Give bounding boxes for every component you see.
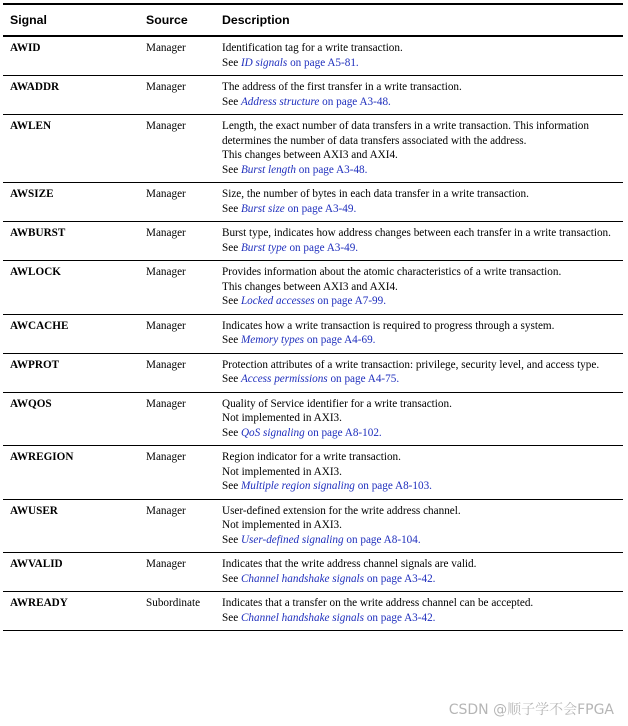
header-signal: Signal xyxy=(3,4,139,36)
reference-page[interactable]: on page A4-69. xyxy=(304,334,376,346)
see-reference xyxy=(222,333,617,348)
reference-link[interactable]: Channel handshake signals xyxy=(240,572,365,585)
signal-table xyxy=(3,3,623,631)
description-line: Not implemented in AXI3. xyxy=(222,412,342,424)
description-line: Quality of Service identifier for a write transaction. xyxy=(222,397,452,410)
signal-name: AWCACHE xyxy=(3,314,139,353)
signal-source: Subordinate xyxy=(139,592,215,631)
reference-page[interactable]: on page A5-81. xyxy=(287,56,359,69)
table-row xyxy=(3,76,623,115)
reference-link[interactable]: Locked accesses xyxy=(240,295,315,307)
table-header-row xyxy=(3,4,623,36)
table-row xyxy=(3,115,623,183)
reference-page[interactable]: on page A7-99. xyxy=(314,295,387,307)
reference-link[interactable]: Address structure xyxy=(240,95,320,108)
reference-link[interactable]: Access permissions xyxy=(240,373,328,385)
reference-link[interactable]: Burst length xyxy=(240,163,296,176)
signal-description xyxy=(215,353,623,392)
signal-source: Manager xyxy=(139,392,215,446)
reference-page[interactable]: on page A8-103. xyxy=(354,480,432,492)
signal-name: AWVALID xyxy=(3,553,139,592)
see-prefix: See xyxy=(222,611,241,624)
reference-link[interactable]: QoS signaling xyxy=(240,426,305,439)
table-row xyxy=(3,553,623,592)
signal-description xyxy=(215,553,623,592)
description-line: This changes between AXI3 and AXI4. xyxy=(222,149,398,161)
signal-description xyxy=(215,115,623,183)
reference-page[interactable]: on page A3-49. xyxy=(286,241,359,254)
signal-source: Manager xyxy=(139,499,215,553)
see-prefix: See xyxy=(222,373,241,385)
see-prefix: See xyxy=(222,334,241,346)
see-reference xyxy=(222,294,617,309)
signal-description xyxy=(215,592,623,631)
signal-description xyxy=(215,446,623,500)
signal-name: AWLEN xyxy=(3,115,139,183)
see-prefix: See xyxy=(222,202,241,215)
reference-link[interactable]: Channel handshake signals xyxy=(240,611,365,624)
see-reference xyxy=(222,163,617,178)
signal-description xyxy=(215,499,623,553)
reference-link[interactable]: Burst type xyxy=(240,241,287,254)
signal-source: Manager xyxy=(139,314,215,353)
table-row xyxy=(3,314,623,353)
see-reference xyxy=(222,202,617,217)
see-reference xyxy=(222,372,617,387)
signal-name: AWREADY xyxy=(3,592,139,631)
see-prefix: See xyxy=(222,426,241,439)
description-line: Identification tag for a write transaction. xyxy=(222,42,403,54)
description-line: Size, the number of bytes in each data transfer in a write transaction. xyxy=(222,188,529,200)
description-line: Burst type, indicates how address changes between each transfer in a write transaction. xyxy=(222,227,611,239)
see-prefix: See xyxy=(222,95,241,108)
reference-page[interactable]: on page A8-104. xyxy=(343,533,421,546)
signal-source: Manager xyxy=(139,222,215,261)
signal-description xyxy=(215,183,623,222)
description-line: Not implemented in AXI3. xyxy=(222,519,342,531)
reference-link[interactable]: ID signals xyxy=(240,56,288,69)
see-prefix: See xyxy=(222,163,241,176)
table-row xyxy=(3,353,623,392)
reference-link[interactable]: Burst size xyxy=(240,202,285,215)
see-prefix: See xyxy=(222,56,241,69)
description-line: This changes between AXI3 and AXI4. xyxy=(222,280,398,293)
signal-name: AWUSER xyxy=(3,499,139,553)
signal-source: Manager xyxy=(139,183,215,222)
header-description: Description xyxy=(215,4,623,36)
signal-source: Manager xyxy=(139,115,215,183)
see-reference xyxy=(222,241,617,256)
see-reference xyxy=(222,533,617,548)
signal-name: AWBURST xyxy=(3,222,139,261)
reference-page[interactable]: on page A3-42. xyxy=(364,611,436,624)
description-line: Indicates that a transfer on the write address channel can be accepted. xyxy=(222,597,534,609)
reference-link[interactable]: Memory types xyxy=(240,334,305,346)
signal-description xyxy=(215,392,623,446)
signal-source: Manager xyxy=(139,261,215,315)
description-line: Indicates that the write address channel signals are valid. xyxy=(222,558,477,570)
signal-description xyxy=(215,76,623,115)
see-prefix: See xyxy=(222,533,241,546)
description-line: Indicates how a write transaction is required to progress through a system. xyxy=(222,319,555,332)
reference-link[interactable]: Multiple region signaling xyxy=(240,480,355,492)
description-line: Not implemented in AXI3. xyxy=(222,465,342,478)
signal-source: Manager xyxy=(139,76,215,115)
reference-page[interactable]: on page A3-49. xyxy=(284,202,357,215)
signal-description xyxy=(215,36,623,76)
signal-description xyxy=(215,261,623,315)
signal-source: Manager xyxy=(139,446,215,500)
signal-name: AWPROT xyxy=(3,353,139,392)
reference-link[interactable]: User-defined signaling xyxy=(240,533,344,546)
signal-name: AWLOCK xyxy=(3,261,139,315)
reference-page[interactable]: on page A3-48. xyxy=(319,95,391,108)
signal-name: AWID xyxy=(3,36,139,76)
watermark: CSDN @顺子学不会FPGA xyxy=(448,702,614,718)
see-reference xyxy=(222,426,617,441)
table-row xyxy=(3,446,623,500)
signal-source: Manager xyxy=(139,353,215,392)
table-row xyxy=(3,592,623,631)
see-prefix: See xyxy=(222,241,241,254)
reference-page[interactable]: on page A8-102. xyxy=(304,426,382,439)
signal-name: AWQOS xyxy=(3,392,139,446)
see-reference xyxy=(222,572,617,587)
signal-description xyxy=(215,222,623,261)
signal-description xyxy=(215,314,623,353)
table-row xyxy=(3,183,623,222)
see-reference xyxy=(222,479,617,494)
description-line: Length, the exact number of data transfers in a write transaction. This information determines the number of data transfers associated with the address. xyxy=(222,120,589,147)
table-row xyxy=(3,222,623,261)
see-reference xyxy=(222,611,617,626)
table-row xyxy=(3,499,623,553)
description-line: Region indicator for a write transaction. xyxy=(222,451,401,463)
reference-page[interactable]: on page A3-42. xyxy=(364,572,436,585)
signal-name: AWSIZE xyxy=(3,183,139,222)
description-line: Protection attributes of a write transaction: privilege, security level, and access type. xyxy=(222,358,600,371)
description-line: The address of the first transfer in a write transaction. xyxy=(222,81,462,93)
signal-name: AWADDR xyxy=(3,76,139,115)
reference-page[interactable]: on page A4-75. xyxy=(327,373,400,385)
description-line: User-defined extension for the write address channel. xyxy=(222,504,461,517)
signal-name: AWREGION xyxy=(3,446,139,500)
table-row xyxy=(3,261,623,315)
table-row xyxy=(3,36,623,76)
description-line: Provides information about the atomic characteristics of a write transaction. xyxy=(222,266,562,278)
see-reference xyxy=(222,95,617,110)
reference-page[interactable]: on page A3-48. xyxy=(295,163,368,176)
signal-source: Manager xyxy=(139,553,215,592)
see-prefix: See xyxy=(222,480,241,492)
signal-source: Manager xyxy=(139,36,215,76)
see-prefix: See xyxy=(222,295,241,307)
table-row xyxy=(3,392,623,446)
see-prefix: See xyxy=(222,572,241,585)
see-reference xyxy=(222,56,617,71)
header-source: Source xyxy=(139,4,215,36)
